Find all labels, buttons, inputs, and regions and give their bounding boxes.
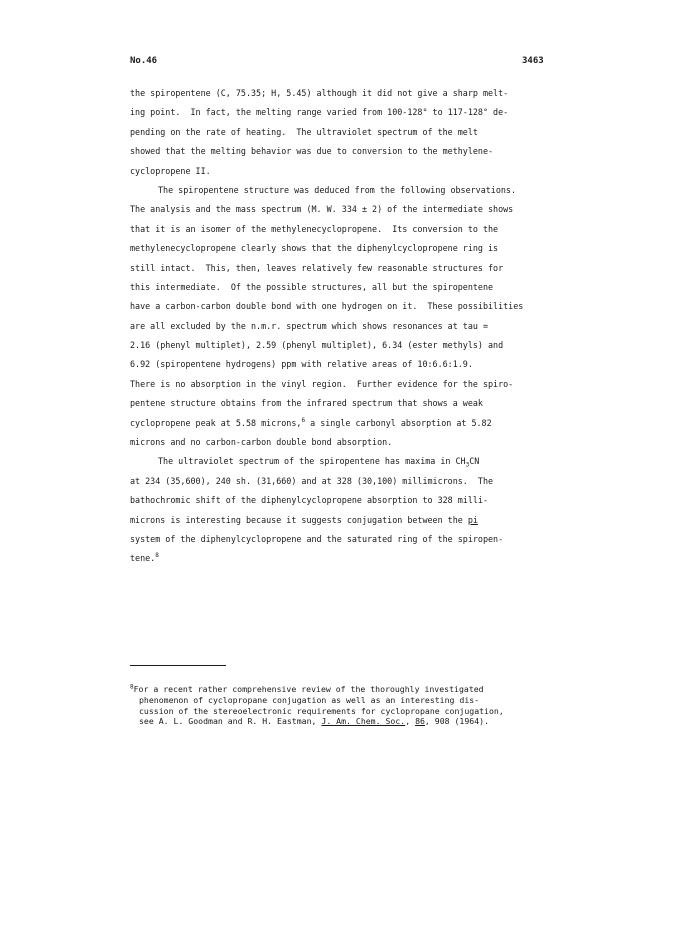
text-segment: tene. — [130, 553, 156, 564]
text-line: are all excluded by the n.m.r. spectrum which shows resonances at tau = — [130, 320, 488, 331]
text-line: There is no absorption in the vinyl region. Further evidence for the spiro- — [130, 378, 514, 389]
text-line: still intact. This, then, leaves relatively few reasonable structures for — [130, 262, 504, 273]
text-segment: a single carbonyl absorption at 5.82 — [305, 417, 492, 428]
text-line: have a carbon-carbon double bond with one hydrogen on it. These possibilities — [130, 301, 524, 312]
footnote-divider — [130, 665, 226, 666]
text-segment: , 908 (1964). — [424, 716, 490, 727]
text-line: the spiropentene (C, 75.35; H, 5.45) although it did not give a sharp melt- — [130, 88, 509, 98]
page-number: 3463 — [522, 56, 544, 66]
text-line: that it is an isomer of the methylenecyclopropene. Its conversion to the — [130, 223, 499, 234]
footnote-line: cussion of the stereoelectronic requirements for cyclopropane conjugation, — [139, 705, 504, 716]
text-segment: The ultraviolet spectrum of the spiropentene has maxima in CH — [158, 456, 466, 467]
text-line: at 234 (35,600), 240 sh. (31,660) and at 328 (30,100) millimicrons. The — [130, 475, 494, 486]
footnote-line: phenomenon of cyclopropane conjugation as well as an interesting dis- — [139, 694, 480, 705]
footnote-line — [130, 684, 570, 695]
text-line: The analysis and the mass spectrum (M. W. 334 ± 2) of the intermediate shows — [130, 204, 514, 215]
subscript: 3 — [465, 462, 470, 470]
text-line — [130, 549, 560, 568]
text-line — [130, 414, 560, 433]
journal-name: J. Am. Chem. Soc. — [321, 716, 406, 727]
text-line: microns and no carbon-carbon double bond absorption. — [130, 437, 393, 448]
text-segment: see A. L. Goodman and R. H. Eastman, — [139, 716, 322, 727]
text-line: bathochromic shift of the diphenylcyclopropene absorption to 328 milli- — [130, 495, 488, 506]
footnote — [130, 684, 570, 727]
text-line: pentene structure obtains from the infrared spectrum that shows a weak — [130, 398, 483, 409]
text-line: showed that the melting behavior was due to conversion to the methylene- — [130, 146, 494, 157]
footnote-mark: 8 — [130, 683, 134, 691]
text-segment: cyclopropene peak at 5.58 microns, — [130, 417, 302, 428]
text-line — [130, 511, 560, 530]
body-text — [130, 84, 560, 569]
text-line: ing point. In fact, the melting range varied from 100-128° to 117-128° de- — [130, 107, 509, 118]
text-line: cyclopropene II. — [130, 165, 211, 176]
reference-mark: 6 — [301, 416, 306, 424]
text-line — [130, 452, 560, 471]
text-segment: microns is interesting because it suggests conjugation between the — [130, 514, 468, 525]
text-line: methylenecyclopropene clearly shows that the diphenylcyclopropene ring is — [130, 243, 499, 254]
text-segment: CN — [469, 456, 480, 467]
underlined-term: pi — [467, 514, 478, 525]
footnote-line — [130, 716, 570, 727]
reference-mark: 8 — [155, 552, 159, 560]
text-segment: For a recent rather comprehensive review of the thoroughly investigated — [133, 684, 484, 694]
text-line: 6.92 (spiropentene hydrogens) ppm with relative areas of 10:6.6:1.9. — [130, 359, 473, 370]
text-line: 2.16 (phenyl multiplet), 2.59 (phenyl multiplet), 6.34 (ester methyls) and — [130, 340, 504, 351]
text-line: pending on the rate of heating. The ultraviolet spectrum of the melt — [130, 126, 478, 137]
volume-number: 86 — [415, 716, 425, 727]
text-line: The spiropentene structure was deduced from the following observations. — [158, 184, 516, 195]
text-line: this intermediate. Of the possible structures, all but the spiropentene — [130, 281, 494, 292]
text-segment: , — [405, 716, 416, 727]
text-line: system of the diphenylcyclopropene and the saturated ring of the spiropen- — [130, 533, 504, 544]
journal-issue-number: No.46 — [130, 56, 158, 66]
